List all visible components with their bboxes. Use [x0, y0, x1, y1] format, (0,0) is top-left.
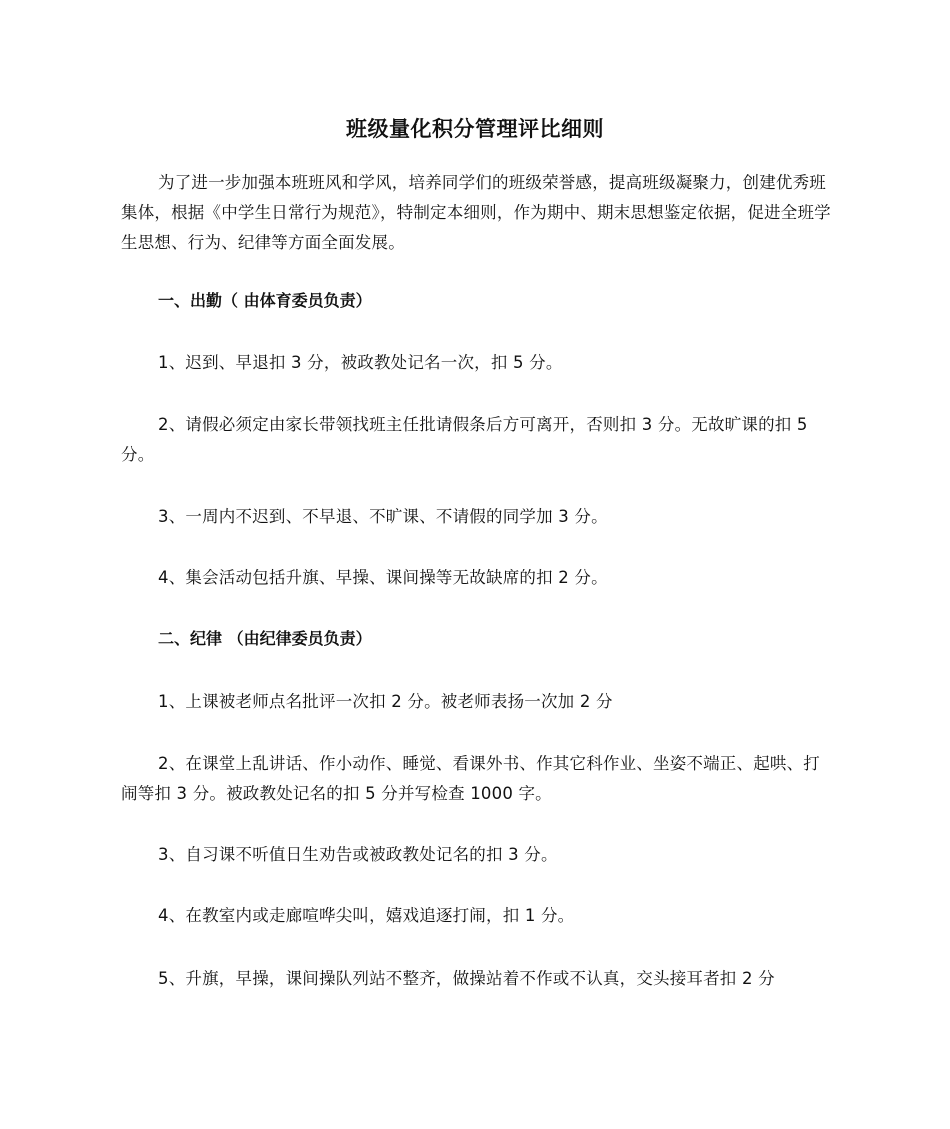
section-heading-discipline: 二、纪律 （由纪律委员负责）: [158, 629, 372, 648]
section-heading-attendance: 一、出勤（ 由体育委员负责）: [158, 291, 372, 310]
attendance-rule-2: 2、请假必须定由家长带领找班主任批请假条后方可离开，否则扣 3 分。无故旷课的扣 5 分。: [121, 415, 808, 464]
attendance-rule-4: 4、集会活动包括升旗、早操、课间操等无故缺席的扣 2 分。: [158, 568, 608, 587]
discipline-rule-4: 4、在教室内或走廊喧哗尖叫，嬉戏追逐打闹，扣 1 分。: [158, 906, 575, 925]
discipline-rule-2: 2、在课堂上乱讲话、作小动作、睡觉、看课外书、作其它科作业、坐姿不端正、起哄、打闹等扣 3 分。被政教处记名的扣 5 分并写检查 1000 字。: [121, 754, 820, 803]
document-title: 班级量化积分管理评比细则: [346, 117, 604, 142]
attendance-rule-1: 1、迟到、早退扣 3 分，被政教处记名一次，扣 5 分。: [158, 353, 563, 372]
attendance-rule-3: 3、一周内不迟到、不早退、不旷课、不请假的同学加 3 分。: [158, 507, 608, 526]
discipline-rule-3: 3、自习课不听值日生劝告或被政教处记名的扣 3 分。: [158, 845, 558, 864]
discipline-rule-5: 5、升旗，早操，课间操队列站不整齐，做操站着不作或不认真，交头接耳者扣 2 分: [158, 969, 775, 988]
discipline-rule-1: 1、上课被老师点名批评一次扣 2 分。被老师表扬一次加 2 分: [158, 692, 613, 711]
intro-paragraph: 为了进一步加强本班班风和学风，培养同学们的班级荣誉感，提高班级凝聚力，创建优秀班集体，根据《中学生日常行为规范》，特制定本细则，作为期中、期末思想鉴定依据，促进全班学生思想、行为、纪律等方面全面发展。: [121, 173, 831, 252]
